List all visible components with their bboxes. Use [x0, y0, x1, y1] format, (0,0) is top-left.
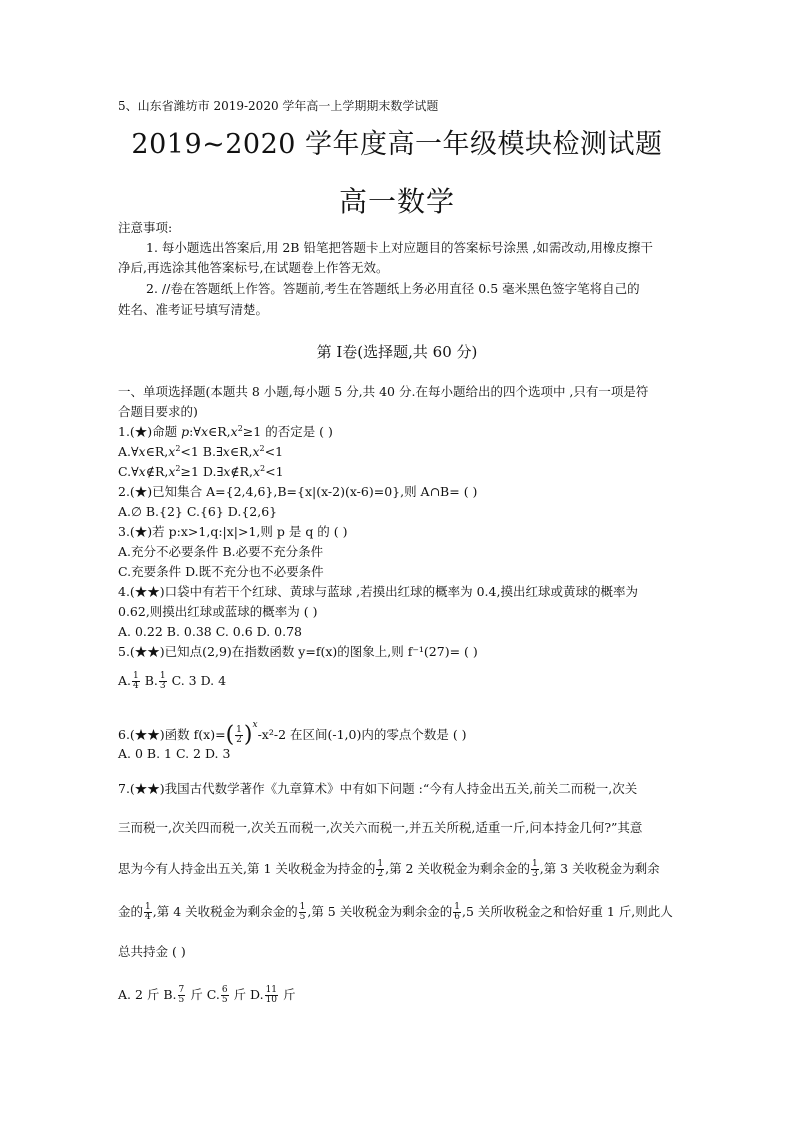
exam-title: 2019~2020 学年度高一年级模块检测试题 — [131, 129, 663, 160]
question-3-options-ab: A.充分不必要条件 B.必要不充分条件 — [118, 544, 324, 559]
fraction: $\frac{1}{3}$ — [159, 671, 166, 691]
subject-title: 高一数学 — [338, 185, 455, 218]
fraction: $\frac{1}{6}$ — [454, 902, 460, 922]
question-7-line-2: 三而税一,次关四而税一,次关五而税一,次关六而税一,并五关所税,适重一斤,问本持金几何?”其意 — [118, 820, 643, 835]
question-4-options: A. 0.22 B. 0.38 C. 0.6 D. 0.78 — [118, 624, 302, 639]
question-4-cont: 0.62,则摸出红球或蓝球的概率为 ( ) — [118, 604, 318, 619]
fraction: $\frac{1}{5}$ — [299, 902, 306, 922]
question-2-options: A.∅ B.{2} C.{6} D.{2,6} — [118, 504, 278, 519]
notice-item-1: 1. 每小题选出答案后,用 2B 铅笔把答题卡上对应题目的答案标号涂黑 ,如需改动,用橡皮擦干 — [146, 240, 653, 255]
notice-item-2-cont: 姓名、准考证号填写清楚。 — [118, 302, 269, 317]
question-1-options-ab: $A.\forall x\in R,x^2<1$ $B.\exists x\in R,x^2<1$ — [118, 444, 284, 459]
fraction: $\frac{6}{5}$ — [221, 985, 228, 1005]
question-7-line-5: 总共持金 ( ) — [118, 944, 186, 959]
fraction: $\frac{1}{4}$ — [133, 671, 139, 691]
question-2: 2.(★)已知集合 A={2,4,6},B={x|(x-2)(x-6)=0},则 A∩B= ( ) — [118, 484, 478, 499]
fraction: $\frac{1}{2}$ — [377, 859, 384, 879]
fraction: $\frac{11}{10}$ — [265, 985, 278, 1005]
notice-item-1-cont: 净后,再选涂其他答案标号,在试题卷上作答无效。 — [118, 260, 389, 275]
question-7: 7.(★★)我国古代数学著作《九章算术》中有如下问题 :“今有人持金出五关,前关二而税一,次关 — [118, 781, 638, 796]
fraction: $\frac{1}{4}$ — [145, 902, 151, 922]
question-1-options-cd: $C.\forall x\notin R,x^2\ge 1$ $D.\exists x\notin R,x^2<1$ — [118, 464, 284, 479]
question-7-line-3: 思为今有人持金出五关,第 1 关收税金为持金的 $\frac{1}{2}$ ,第 2 关收税金为剩余金的 $\frac{1}{3}$ ,第 3 关收税金为剩余 — [118, 859, 660, 879]
question-1: 1.(★)命题 $p:\forall x\in R,x^2\ge 1$ 的否定是 ( ) — [118, 424, 333, 439]
notice-heading: 注意事项: — [118, 220, 173, 235]
question-5-options: A. $\frac{1}{4}$ B. $\frac{1}{3}$ C. 3 D. 4 — [118, 671, 227, 691]
question-7-line-4: 金的 $\frac{1}{4}$ ,第 4 关收税金为剩余金的 $\frac{1}{5}$ ,第 5 关收税金为剩余金的 $\frac{1}{6}$ ,5 关所收税金之和恰好重 1 斤,则此人 — [118, 902, 673, 922]
question-6-options: A. 0 B. 1 C. 2 D. 3 — [118, 746, 231, 761]
section-title: 第 Ⅰ卷(选择题,共 60 分) — [316, 343, 478, 361]
part1-heading-cont: 合题目要求的) — [118, 404, 198, 419]
question-5: 5.(★★)已知点(2,9)在指数函数 y=f(x)的图象上,则 f⁻¹(27)= ( ) — [118, 644, 478, 659]
part1-heading: 一、单项选择题(本题共 8 小题,每小题 5 分,共 40 分.在每小题给出的四个选项中 ,只有一项是符 — [118, 384, 649, 399]
fraction: $\frac{1}{3}$ — [531, 859, 538, 879]
notice-item-2: 2. //卷在答题纸上作答。答题前,考生在答题纸上务必用直径 0.5 毫米黑色签字笔将自己的 — [146, 281, 640, 296]
question-3: 3.(★)若 p:x>1,q:|x|>1,则 p 是 q 的 ( ) — [118, 524, 348, 539]
question-4: 4.(★★)口袋中有若干个红球、黄球与蓝球 ,若摸出红球的概率为 0.4,摸出红球或黄球的概率为 — [118, 584, 638, 599]
question-3-options-cd: C.充要条件 D.既不充分也不必要条件 — [118, 564, 324, 579]
question-7-options: A. 2 斤 B. $\frac{7}{5}$ 斤 C. $\frac{6}{5}$ 斤 D. $\frac{11}{10}$ 斤 — [118, 985, 296, 1005]
question-6: 6.(★★)函数 f(x)=( $\frac{1}{2}$ )$^x$-x²-2 在区间(-1,0)内的零点个数是 ( ) — [118, 720, 467, 748]
source-line: 5、山东省潍坊市 2019-2020 学年高一上学期期末数学试题 — [118, 99, 439, 113]
fraction: $\frac{1}{2}$ — [236, 725, 242, 745]
fraction: $\frac{7}{5}$ — [178, 985, 185, 1005]
